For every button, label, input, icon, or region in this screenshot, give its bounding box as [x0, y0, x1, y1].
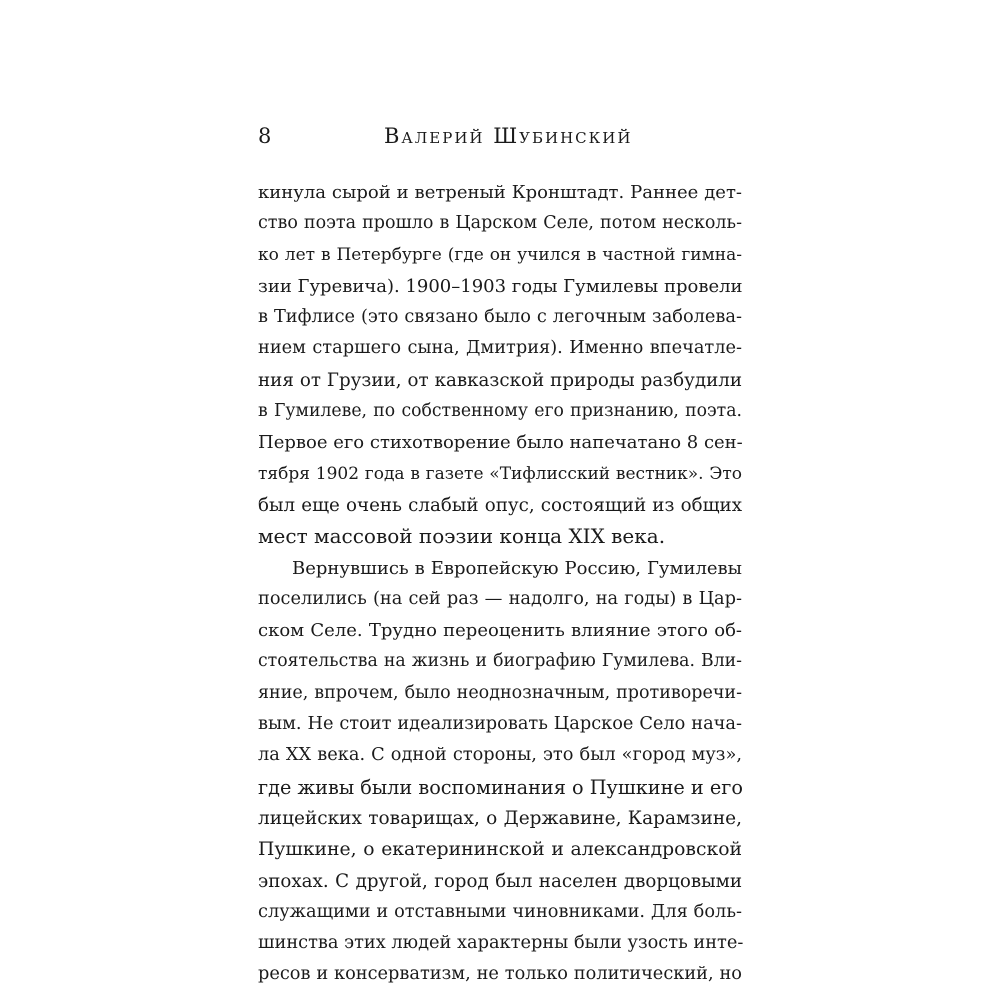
text-line: служащими и отставными чиновниками. Для боль- [258, 901, 742, 922]
text-line: вым. Не стоит идеализировать Царское Село нача- [258, 714, 742, 735]
text-line: ния от Грузии, от кавказской природы разбудили [258, 369, 742, 391]
body-text [258, 177, 742, 991]
text-line-paragraph-end: мест массовой поэзии конца XIX века. [258, 524, 666, 549]
text-line: был еще очень слабый опус, состоящий из общих [258, 494, 742, 516]
text-line: ство поэта прошло в Царском Селе, потом несколь- [258, 213, 742, 234]
text-line-paragraph-start: Вернувшись в Европейскую Россию, Гумилевы [292, 557, 742, 579]
text-line: лицейских товарищах, о Державине, Карамзине, [258, 807, 742, 829]
text-line: ском Селе. Трудно переоценить влияние этого об- [258, 620, 742, 642]
text-line: где живы были воспоминания о Пушкине и его [258, 775, 743, 799]
running-head-author: Валерий Шубинский [384, 124, 633, 148]
text-line: Пушкине, о екатерининской и александровской [258, 839, 742, 861]
text-line: шинства этих людей характерны были узость инте- [258, 933, 744, 954]
text-line: эпохах. С другой, город был населен дворцовыми [258, 870, 742, 892]
page-number: 8 [258, 124, 272, 148]
text-line: кинула сырой и ветреный Кронштадт. Раннее дет- [258, 182, 742, 203]
text-line: стоятельства на жизнь и биографию Гумилева. Вли- [258, 651, 742, 672]
text-line: зии Гуревича). 1900–1903 годы Гумилевы провели [258, 275, 743, 297]
text-line: ресов и консерватизм, не только политический, но [258, 964, 742, 985]
text-line: яние, впрочем, было неоднозначным, противоречи- [258, 682, 742, 703]
text-line: в Гумилеве, по собственному его признанию, поэта. [258, 401, 742, 422]
text-line: нием старшего сына, Дмитрия). Именно впечатле- [258, 338, 742, 359]
text-line: ла XX века. С одной стороны, это был «город муз», [258, 745, 742, 766]
text-line: ко лет в Петербурге (где он учился в частной гимна- [258, 244, 742, 265]
text-line: тября 1902 года в газете «Тифлисский вестник». Это [258, 463, 742, 484]
text-line: Первое его стихотворение было напечатано 8 сен- [258, 432, 743, 454]
text-line: поселились (на сей раз — надолго, на годы) в Цар- [258, 588, 742, 609]
text-line: в Тифлисе (это связано было с легочным заболева- [258, 307, 742, 328]
